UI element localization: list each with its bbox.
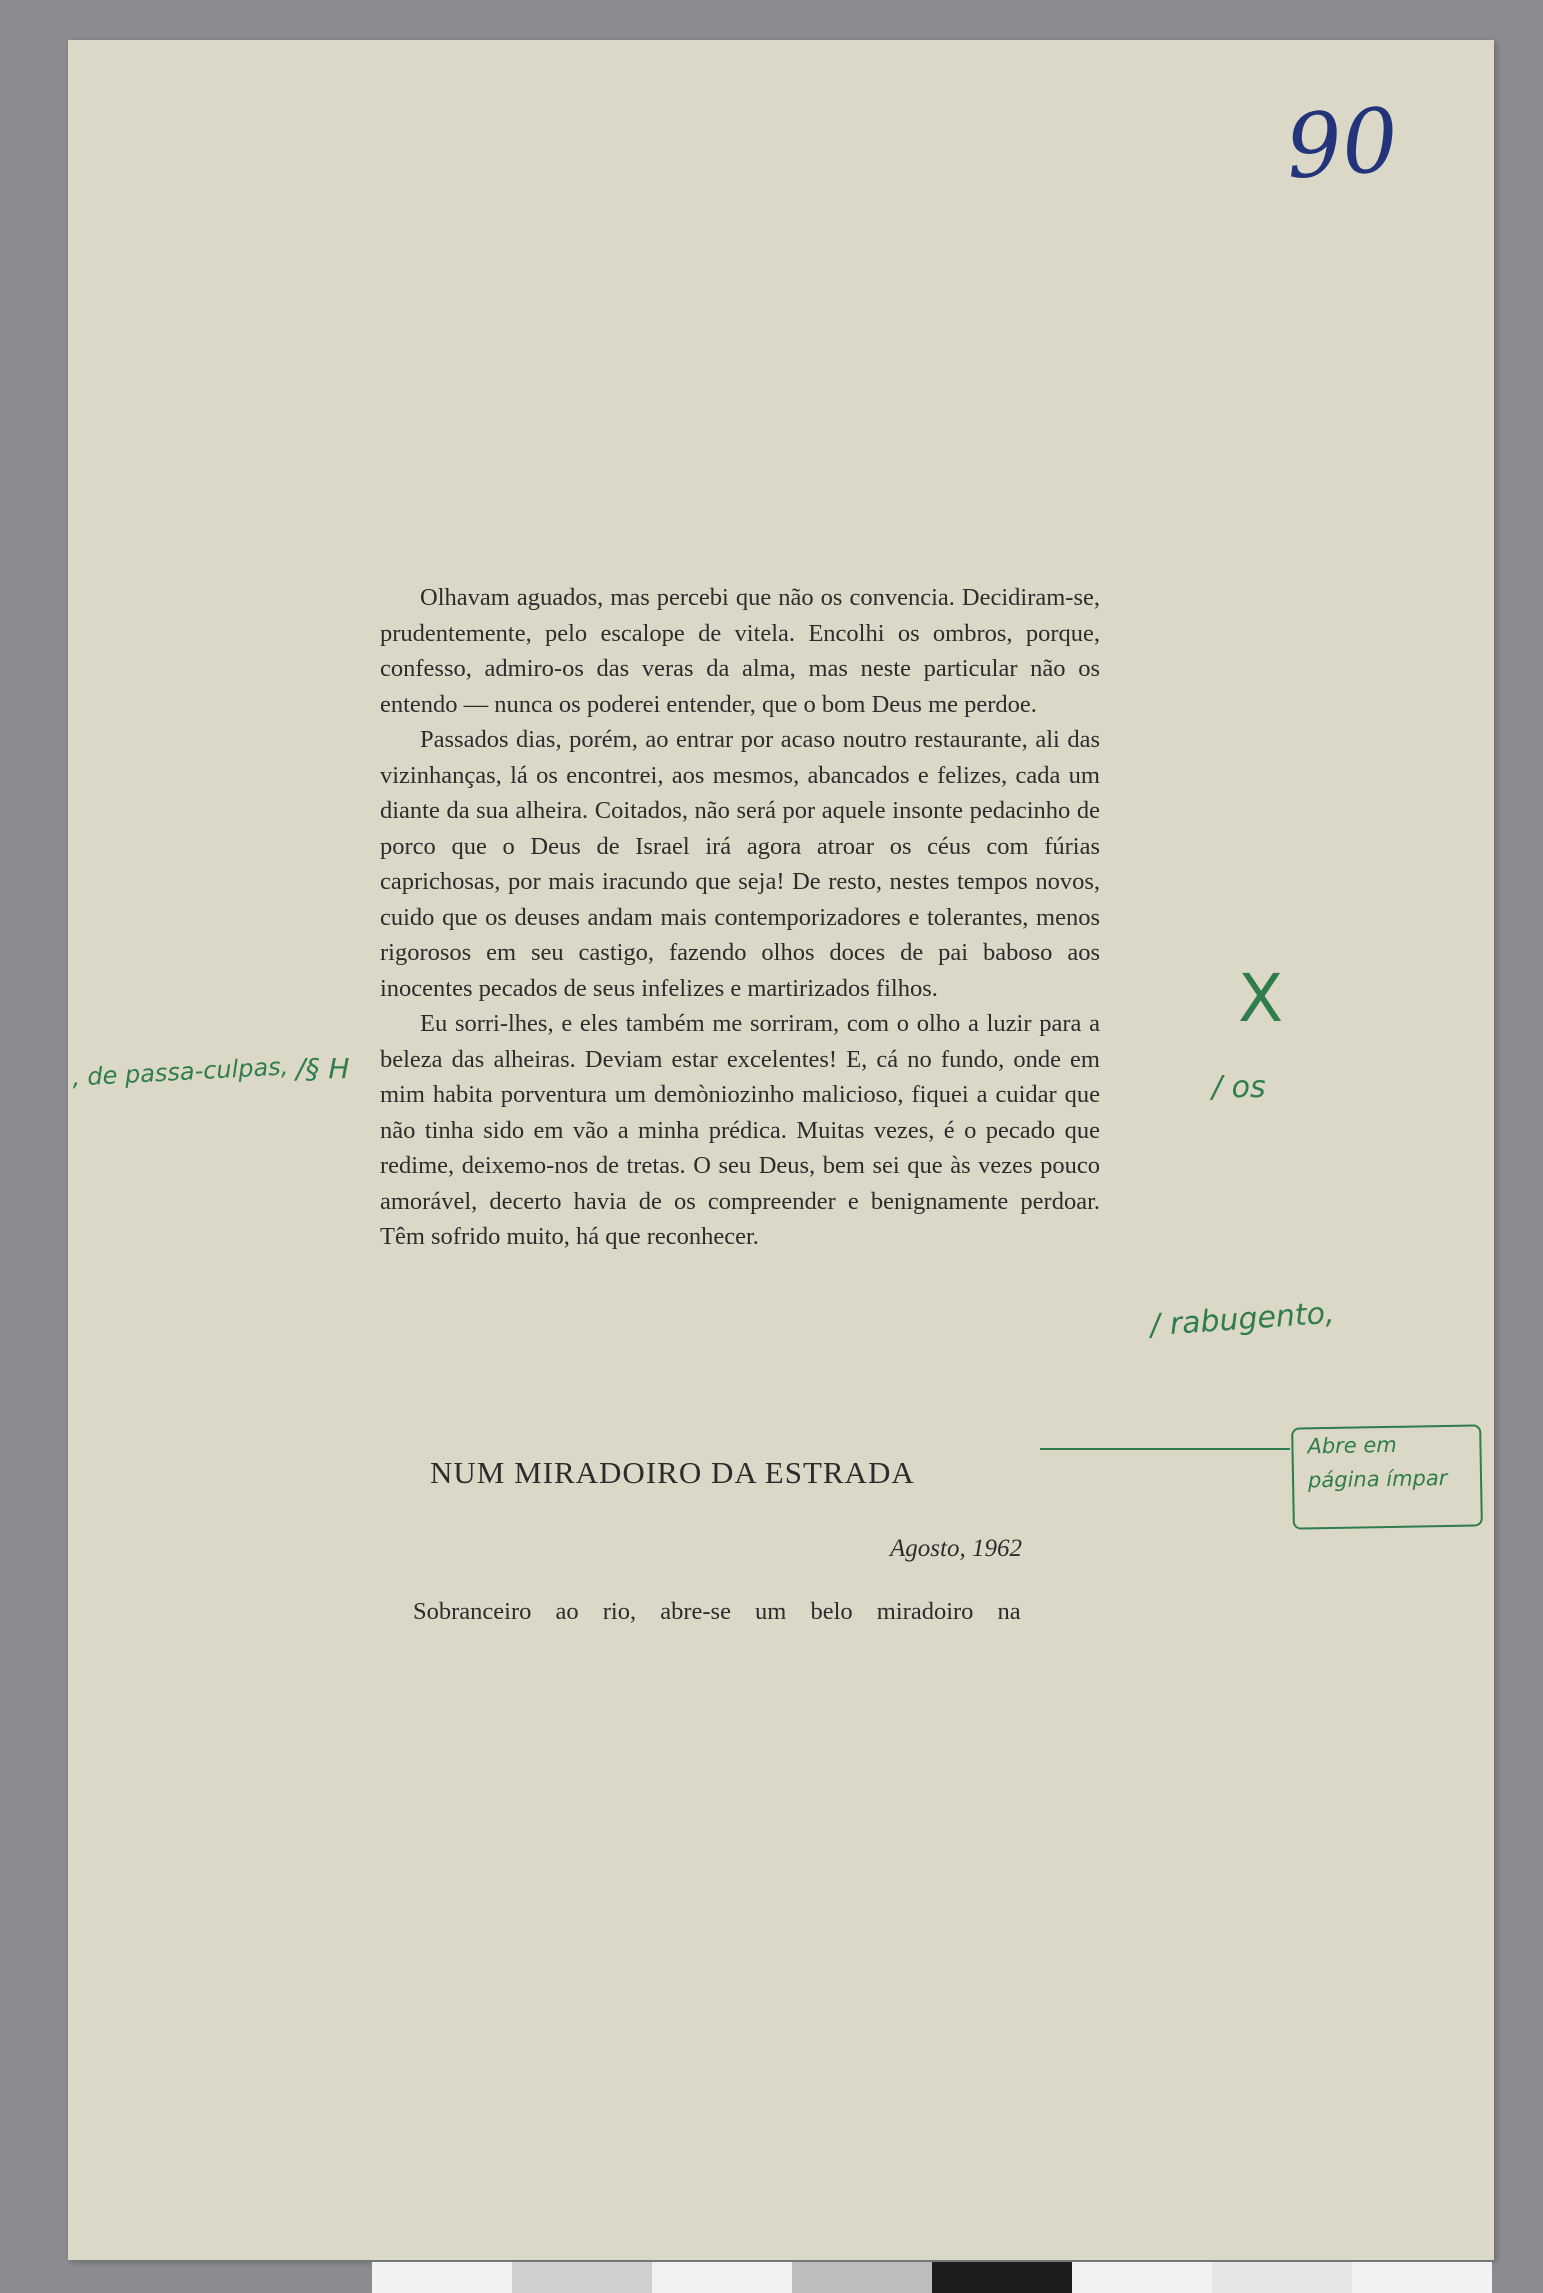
margin-note-left: , de passa-culpas, — [71, 1052, 289, 1092]
correction-x-mark: X — [1238, 960, 1284, 1037]
section-title: NUM MIRADOIRO DA ESTRADA — [430, 1455, 915, 1490]
annotation-line — [1040, 1448, 1290, 1450]
paragraph: Olhavam aguados, mas percebi que não os convencia. Decidiram-se, prudentemente, pelo escalope de vitela. Encolhi os ombros, porque, confesso, admiro-os das veras da alma, mas neste particular não os entendo — nunca os poderei entender, que o bom Deus me perdoe. — [380, 584, 1100, 718]
body-text — [380, 580, 1100, 1255]
margin-note-os: / os — [1212, 1070, 1266, 1105]
annotation-box — [1291, 1424, 1483, 1529]
paragraph: Eu sorri-lhes, e eles também me sorriram, com o olho a luzir para a beleza das alheiras. Deviam estar excelentes! E, cá no fundo, onde em mim habita porventura um demòniozinho malicioso, fiquei a cuidar que não tinha sido em vão a minha prédica. Muitas vezes, é o pecado que redime, deixemo-nos de tretas. O seu Deus, bem sei que às vezes pouco amorável, decerto havia de os compreender e benignamente perdoar. Têm sofrido muito, há que reconhecer. — [380, 1010, 1100, 1250]
color-scale-ruler — [372, 2262, 1492, 2293]
annotation-box-line: página ímpar — [1307, 1465, 1448, 1493]
paragraph: Passados dias, porém, ao entrar por acaso noutro restaurante, ali das vizinhanças, lá os encontrei, aos mesmos, abancados e felizes, cada um diante da sua alheira. Coitados, não será por aquele insonte pedacinho de porco que o Deus de Israel irá agora atroar os céus com fúrias caprichosas, por mais iracundo que seja! De resto, nestes tempos novos, cuido que os deuses andam mais contemporizadores e tolerantes, menos rigorosos em seu castigo, fazendo olhos doces de pai baboso aos inocentes pecados de seus infelizes e martirizados filhos. — [380, 726, 1100, 1002]
annotation-box-line: Abre em — [1307, 1432, 1397, 1459]
page-number: 90 — [1282, 88, 1402, 199]
margin-mark-left: /§ H — [296, 1052, 350, 1085]
margin-note-rabugento: / rabugento, — [1149, 1295, 1336, 1344]
section-date: Agosto, 1962 — [890, 1535, 1022, 1562]
section-first-line: Sobranceiro ao rio, abre-se um belo miradoiro na — [413, 1598, 1021, 1625]
